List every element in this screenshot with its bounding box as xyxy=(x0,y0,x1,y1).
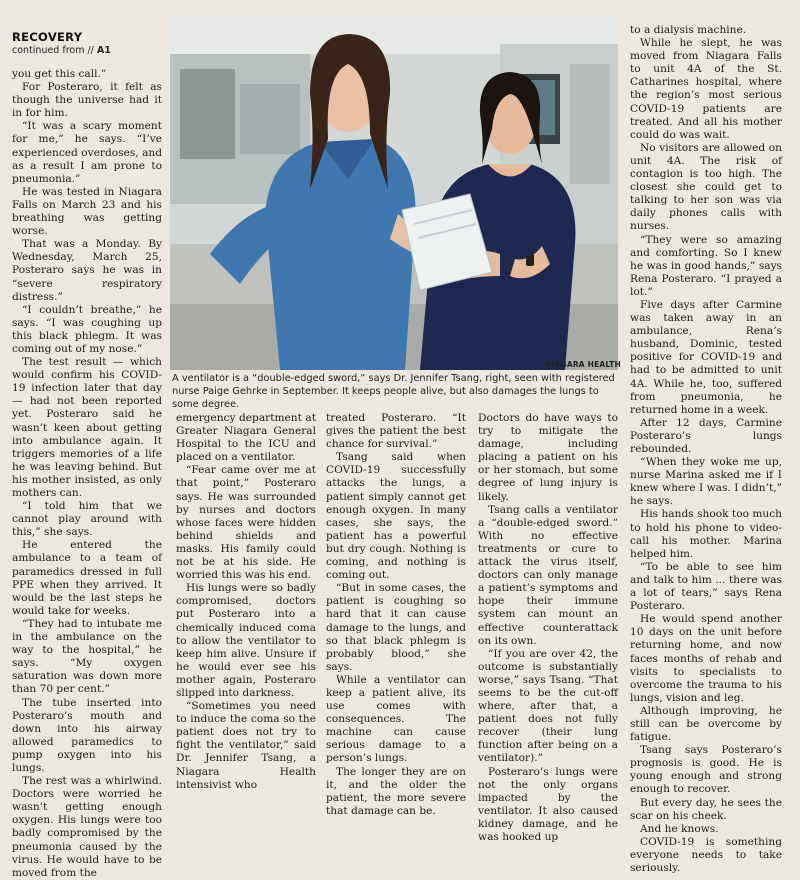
paragraph: treated Posteraro. “It gives the patient the best chance for survival.” xyxy=(326,412,466,451)
paragraph: His hands shook too much to hold his phone to video-call his mother. Marina helped him. xyxy=(630,508,782,560)
paragraph: “To be able to see him and talk to him ... there was a lot of tears,” says Rena Posteraro. xyxy=(630,560,782,613)
continued-prefix: continued from // xyxy=(12,45,97,56)
paragraph: “When they woke me up, nurse Marina asked me if I knew where I was. I didn’t,” he says. xyxy=(630,456,782,508)
paragraph: Although improving, he still can be overcome by fatigue. xyxy=(630,704,782,744)
paragraph: But every day, he sees the scar on his cheek. xyxy=(630,796,782,822)
paragraph: That was a Monday. By Wednesday, March 25, Posteraro says he was in “severe respiratory distress.” xyxy=(12,238,162,303)
paragraph: you get this call.” xyxy=(12,68,107,80)
paragraph: Five days after Carmine was taken away in an ambulance, Rena’s husband, Dominic, tested positive for COVID-19 and had to be admitted to unit 4A. While he, too, suffered from pneumonia, he returned home in a week. xyxy=(630,298,782,416)
paragraph: He entered the ambulance to a team of paramedics dressed in full PPE when they arrived. It would be the last steps he would take for weeks. xyxy=(12,539,162,617)
article-column-4 xyxy=(478,412,618,844)
paragraph: Tsang calls a ventilator a “double-edged sword.” With no effective treatments or cure to attack the virus itself, doctors can only manage a patient’s symptoms and hope their immune system can mount an effective counterattack on its own. xyxy=(478,503,618,647)
paragraph: “Sometimes you need to induce the coma so the patient does not try to fight the ventilator,” said Dr. Jennifer Tsang, a Niagara Health intensivist who xyxy=(176,700,316,791)
continued-page: A1 xyxy=(96,45,111,56)
paragraph: “Fear came over me at that point,” Posteraro says. He was surrounded by nurses and doctors whose faces were hidden behind shields and masks. His family could not be at his side. He worried this was his end. xyxy=(176,464,316,582)
article-column-1 xyxy=(12,68,162,880)
paragraph: “It was a scary moment for me,” he says. “I’ve experienced overdoses, and as a result I am prone to pneumonia.” xyxy=(12,120,162,185)
paragraph: The tube inserted into Posteraro’s mouth and down into his airway allowed paramedics to pump oxygen into his lungs. xyxy=(12,696,162,774)
paragraph: His lungs were so badly compromised, doctors put Posteraro into a chemically induced coma to allow the ventilator to keep him alive. Unsure if he would ever see his mother again, Posteraro slipped into darkness. xyxy=(176,582,316,699)
paragraph: “I told him that we cannot play around with this,” she says. xyxy=(12,500,162,539)
paragraph: The longer they are on it, and the older the patient, the more severe that damage can be. xyxy=(326,765,466,817)
paragraph: “They were so amazing and comforting. So I knew he was in good hands,” says Rena Posteraro. “I prayed a lot.” xyxy=(630,233,782,298)
paragraph: “If you are over 42, the outcome is substantially worse,” says Tsang. “That seems to be the cut-off where, after that, a patient does not fully recover (their lung function after being on a ventilator).” xyxy=(478,647,618,765)
paragraph: While he slept, he was moved from Niagara Falls to unit 4A of the St. Catharines hospital, where the region’s most serious COVID-19 patients are treated. And all his mother could do was wait. xyxy=(630,37,782,141)
article-column-3 xyxy=(326,412,466,818)
photo-illustration xyxy=(170,14,618,370)
paragraph: “But in some cases, the patient is coughing so hard that it can cause damage to the lungs, and so that black phlegm is probably blood,” she says. xyxy=(326,582,466,673)
paragraph: The test result — which would confirm his COVID-19 infection later that day — had not been reported yet. Posteraro said he wasn’t keen about getting into ambulance again. It triggers memories of a life he was leaving behind. But his mother insisted, as only mothers can. xyxy=(12,356,162,499)
paragraph: He would spend another 10 days on the unit before returning home, and now faces months of rehab and visits to specialists to overcome the trauma to his lungs, vision and leg. xyxy=(630,613,782,704)
paragraph: No visitors are allowed on unit 4A. The risk of contagion is too high. The closest she could get to talking to her son was via daily phones calls with nurses. xyxy=(630,141,782,233)
photo-caption: A ventilator is a “double-edged sword,” says Dr. Jennifer Tsang, right, seen with registered nurse Paige Gehrke in September. It keeps people alive, but also damages the lungs to some degree. xyxy=(172,373,615,410)
paragraph: “I couldn’t breathe,” he says. “I was coughing up this black phlegm. It was coming out of my nose.” xyxy=(12,303,162,355)
news-photo xyxy=(170,14,618,370)
paragraph: Doctors do have ways to try to mitigate the damage, including placing a patient on his or her stomach, but some degree of lung injury is likely. xyxy=(478,412,618,503)
article-column-2 xyxy=(176,412,316,792)
section-kicker: RECOVERY xyxy=(12,30,83,44)
continued-line xyxy=(12,45,111,56)
paragraph: And he knows. xyxy=(640,822,719,835)
paragraph: emergency department at Greater Niagara General Hospital to the ICU and placed on a ventilator. xyxy=(176,412,316,464)
article-column-5 xyxy=(630,24,782,875)
paragraph: Tsang says Posteraro’s prognosis is good. He is young enough and strong enough to recover. xyxy=(630,744,782,796)
paragraph: He was tested in Niagara Falls on March 23 and his breathing was getting worse. xyxy=(12,185,162,238)
paragraph: After 12 days, Carmine Posteraro’s lungs rebounded. xyxy=(630,416,782,455)
paragraph: COVID-19 is something everyone needs to take seriously. xyxy=(630,835,782,874)
photo-credit: NIAGARA HEALTH xyxy=(545,360,621,369)
paragraph: Tsang said when COVID-19 successfully attacks the lungs, a patient simply cannot get enough oxygen. In many cases, she says, the patient has a powerful but dry cough. Nothing is coming, and nothing is coming out. xyxy=(326,451,466,582)
paragraph: For Posteraro, it felt as though the universe had it in for him. xyxy=(12,81,162,120)
paragraph: “They had to intubate me in the ambulance on the way to the hospital,” he says. “My oxygen saturation was down more than 70 per cent.” xyxy=(12,617,162,696)
paragraph: Posteraro’s lungs were not the only organs impacted by the ventilator. It also caused kidney damage, and he was hooked up xyxy=(478,765,618,843)
paragraph: The rest was a whirlwind. Doctors were worried he wasn’t getting enough oxygen. His lungs were too badly compromised by the pneumonia caused by the virus. He would have to be moved from the xyxy=(12,775,162,879)
paragraph: While a ventilator can keep a patient alive, its use comes with consequences. The machine can cause serious damage to a person’s lungs. xyxy=(326,673,466,765)
paragraph: to a dialysis machine. xyxy=(630,24,747,36)
